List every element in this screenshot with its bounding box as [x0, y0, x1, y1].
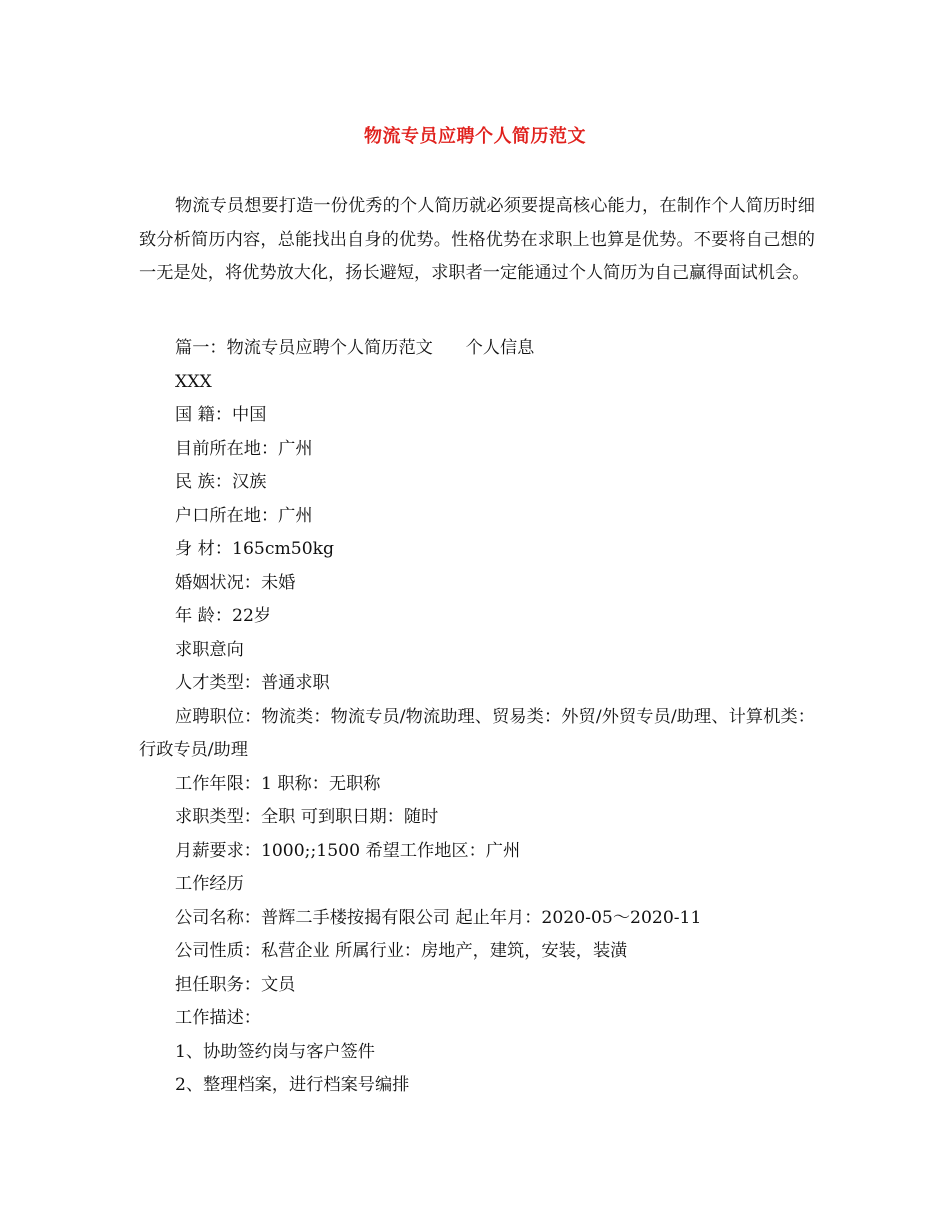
section-heading-work-experience: 工作经历 [175, 874, 244, 894]
document-title: 物流专员应聘个人简历范文 [364, 126, 586, 147]
duty-item-1: 1、协助签约岗与客户签件 [175, 1041, 375, 1062]
duty-item-2: 2、整理档案，进行档案号编排 [175, 1075, 410, 1095]
age-line: 年 龄：22岁 [175, 606, 272, 626]
marital-status-line: 婚姻状况：未婚 [175, 572, 296, 593]
job-description-heading: 工作描述： [175, 1008, 261, 1028]
intro-paragraph: 物流专员想要打造一份优秀的个人简历就必须要提高核心能力，在制作个人简历时细致分析简历内容，总能找出自身的优势。性格优势在求职上也算是优势。不要将自己想的一无是处，将优势放大化，扬长避短，求职者一定能通过个人简历为自己赢得面试机会。 [139, 196, 815, 283]
company-name-line: 公司名称：普辉二手楼按揭有限公司 起止年月：2020-05～2020-11 [175, 907, 702, 928]
height-weight-line: 身 材：165cm50kg [175, 539, 335, 559]
resume-body [139, 332, 815, 1103]
salary-line: 月薪要求：1000;;1500 希望工作地区：广州 [175, 840, 521, 861]
applied-position-line: 应聘职位：物流类：物流专员/物流助理、贸易类：外贸/外贸专员/助理、计算机类：行政专员/助理 [139, 706, 815, 760]
talent-type-line: 人才类型：普通求职 [175, 673, 330, 693]
position-held-line: 担任职务：文员 [175, 974, 296, 995]
current-location-line: 目前所在地：广州 [175, 438, 313, 459]
job-type-line: 求职类型：全职 可到职日期：随时 [175, 807, 439, 827]
section-heading-personal-info: 篇一：物流专员应聘个人简历范文 个人信息 [175, 338, 535, 358]
household-registration-line: 户口所在地：广州 [175, 505, 313, 526]
name-line: XXX [175, 371, 212, 392]
company-type-line: 公司性质：私营企业 所属行业：房地产，建筑，安装，装潢 [175, 941, 628, 961]
nationality-line: 国 籍：中国 [175, 405, 267, 425]
work-years-line: 工作年限：1 职称：无职称 [175, 773, 381, 794]
ethnicity-line: 民 族：汉族 [175, 472, 267, 492]
section-heading-job-intention: 求职意向 [175, 639, 244, 660]
